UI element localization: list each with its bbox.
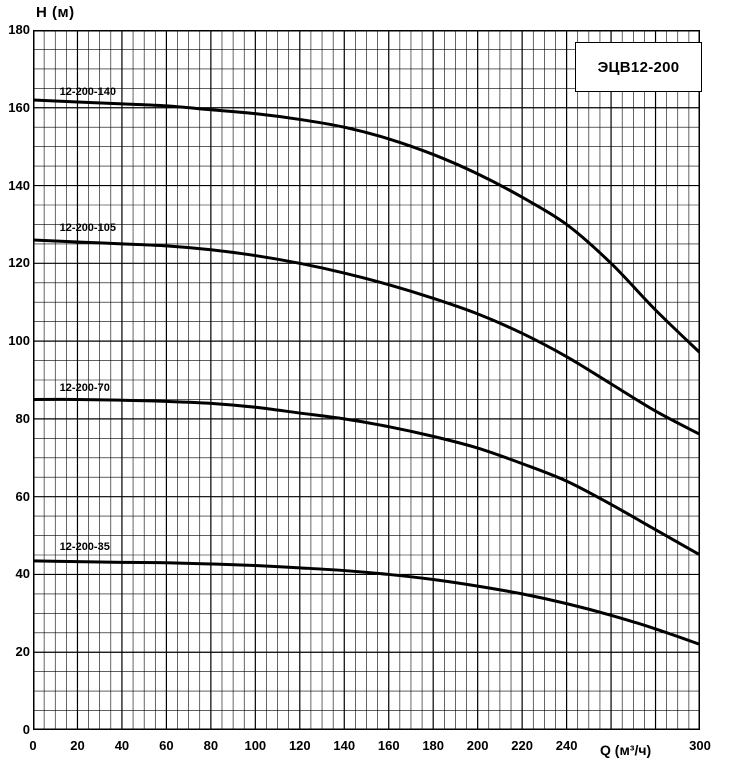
x-tick-20: 20	[70, 738, 85, 753]
curve-label-12-200-140: 12-200-140	[59, 86, 116, 98]
y-tick-180: 180	[8, 22, 30, 37]
x-tick-220: 220	[511, 738, 533, 753]
x-tick-120: 120	[288, 738, 311, 753]
y-tick-60: 60	[15, 488, 30, 504]
x-tick-180: 180	[422, 738, 445, 753]
x-tick-140: 140	[333, 738, 356, 753]
curve-label-12-200-35: 12-200-35	[59, 541, 110, 553]
curve-label-12-200-105: 12-200-105	[59, 222, 116, 235]
legend-box	[575, 42, 702, 92]
y-tick-20: 20	[15, 644, 30, 660]
x-tick-40: 40	[114, 738, 130, 753]
plot-svg	[33, 30, 700, 730]
x-tick-80: 80	[203, 738, 219, 753]
curve-label-12-200-70: 12-200-70	[59, 381, 110, 394]
x-tick-160: 160	[377, 738, 400, 753]
x-tick-240: 240	[555, 738, 578, 753]
x-axis-title: Q (м³/ч)	[600, 742, 652, 758]
y-tick-100: 100	[8, 333, 30, 349]
y-tick-140: 140	[8, 177, 30, 193]
y-tick-0: 0	[22, 722, 30, 737]
y-tick-80: 80	[15, 410, 30, 426]
x-tick-60: 60	[159, 738, 174, 753]
y-tick-160: 160	[8, 99, 30, 115]
x-tick-0: 0	[29, 738, 37, 753]
y-tick-40: 40	[15, 566, 30, 582]
y-axis-title: H (м)	[36, 4, 75, 21]
legend-model-label: ЭЦВ12-200	[597, 58, 680, 76]
plot-area	[33, 30, 700, 730]
grid-minor	[33, 30, 700, 730]
x-tick-200: 200	[466, 738, 489, 753]
x-tick-100: 100	[244, 738, 267, 753]
y-tick-120: 120	[8, 255, 30, 271]
x-tick-300: 300	[689, 738, 711, 753]
